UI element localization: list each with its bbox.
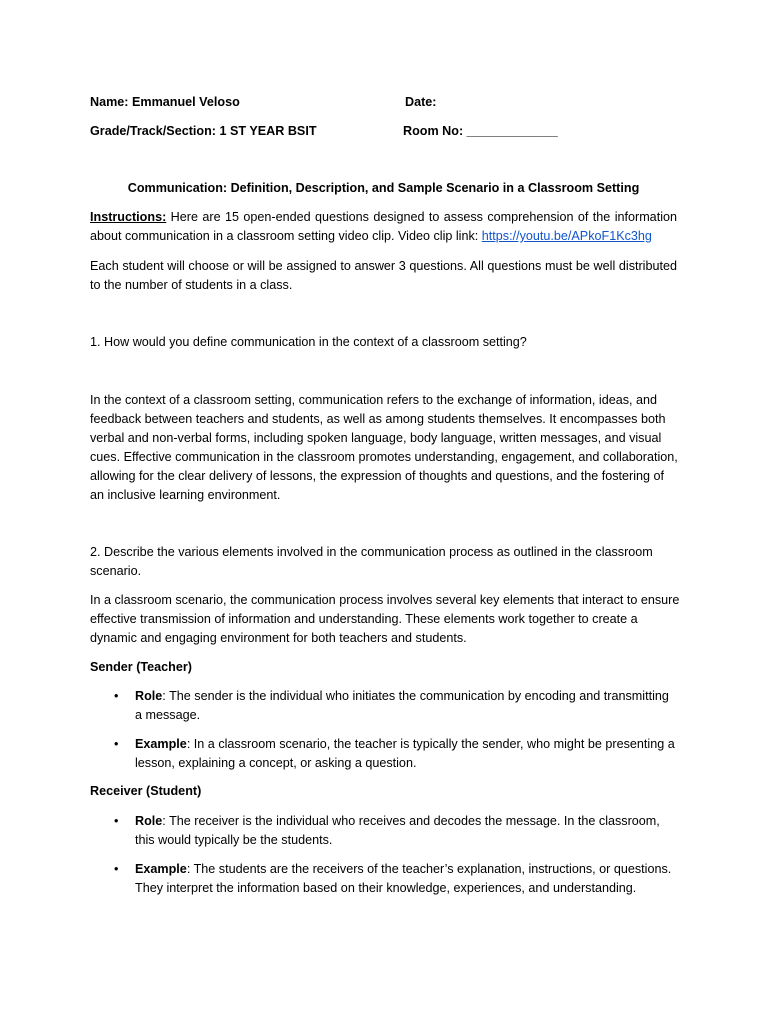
instructions-text: Here are 15 open-ended questions designed to assess comprehension of the information about communication in a classroom setting video clip. Video clip link:	[90, 210, 677, 243]
assignment-note: Each student will choose or will be assigned to answer 3 questions. All questions must be well distributed to the number of students in a class.	[90, 259, 677, 292]
item-term: Role	[135, 814, 163, 828]
grade-field: Grade/Track/Section: 1 ST YEAR BSIT	[90, 124, 317, 138]
room-field: Room No: _____________	[403, 124, 558, 138]
name-field: Name: Emmanuel Veloso	[90, 95, 240, 109]
section-heading-sender: Sender (Teacher)	[90, 660, 192, 674]
instructions-label: Instructions:	[90, 210, 167, 224]
section-heading-receiver: Receiver (Student)	[90, 784, 202, 798]
bullet-icon: •	[114, 689, 119, 703]
document-title: Communication: Definition, Description, and Sample Scenario in a Classroom Setting	[127, 181, 640, 195]
sender-list	[90, 687, 677, 773]
bullet-icon: •	[114, 737, 119, 751]
question-1: 1. How would you define communication in the context of a classroom setting?	[90, 335, 527, 349]
receiver-list	[90, 812, 677, 898]
instructions-paragraph	[90, 208, 677, 246]
item-term: Example	[135, 737, 187, 751]
item-text: : The receiver is the individual who receives and decodes the message. In the classroom, this would typically be the students.	[135, 814, 660, 847]
bullet-icon: •	[114, 814, 119, 828]
list-item	[90, 735, 677, 773]
answer-1: In the context of a classroom setting, communication refers to the exchange of information, ideas, and feedback between teachers and students, as well as among students themselves. It encompasses both verbal and non-verbal forms, including spoken language, body language, written messages, and visual cues. Effective communication in the classroom promotes understanding, engagement, and collaboration, allowing for the clear delivery of lessons, the expression of thoughts and questions, and the fostering of an inclusive learning environment.	[90, 393, 678, 502]
item-text: : The students are the receivers of the teacher’s explanation, instructions, or questions. They interpret the information based on their knowledge, experiences, and understanding.	[135, 862, 672, 895]
list-item	[90, 687, 677, 725]
item-term: Example	[135, 862, 187, 876]
item-term: Role	[135, 689, 163, 703]
date-field: Date:	[405, 95, 437, 109]
question-2: 2. Describe the various elements involved in the communication process as outlined in the classroom scenario.	[90, 545, 653, 578]
bullet-icon: •	[114, 862, 119, 876]
video-link[interactable]: https://youtu.be/APkoF1Kc3hg	[481, 229, 652, 243]
item-text: : The sender is the individual who initiates the communication by encoding and transmitting a message.	[135, 689, 669, 722]
list-item	[90, 812, 677, 850]
list-item	[90, 860, 677, 898]
answer-2-intro: In a classroom scenario, the communication process involves several key elements that interact to ensure effective transmission of information and understanding. These elements work together to create a dynamic and engaging environment for both teachers and students.	[90, 593, 680, 645]
item-text: : In a classroom scenario, the teacher is typically the sender, who might be presenting a lesson, explaining a concept, or asking a question.	[135, 737, 675, 770]
